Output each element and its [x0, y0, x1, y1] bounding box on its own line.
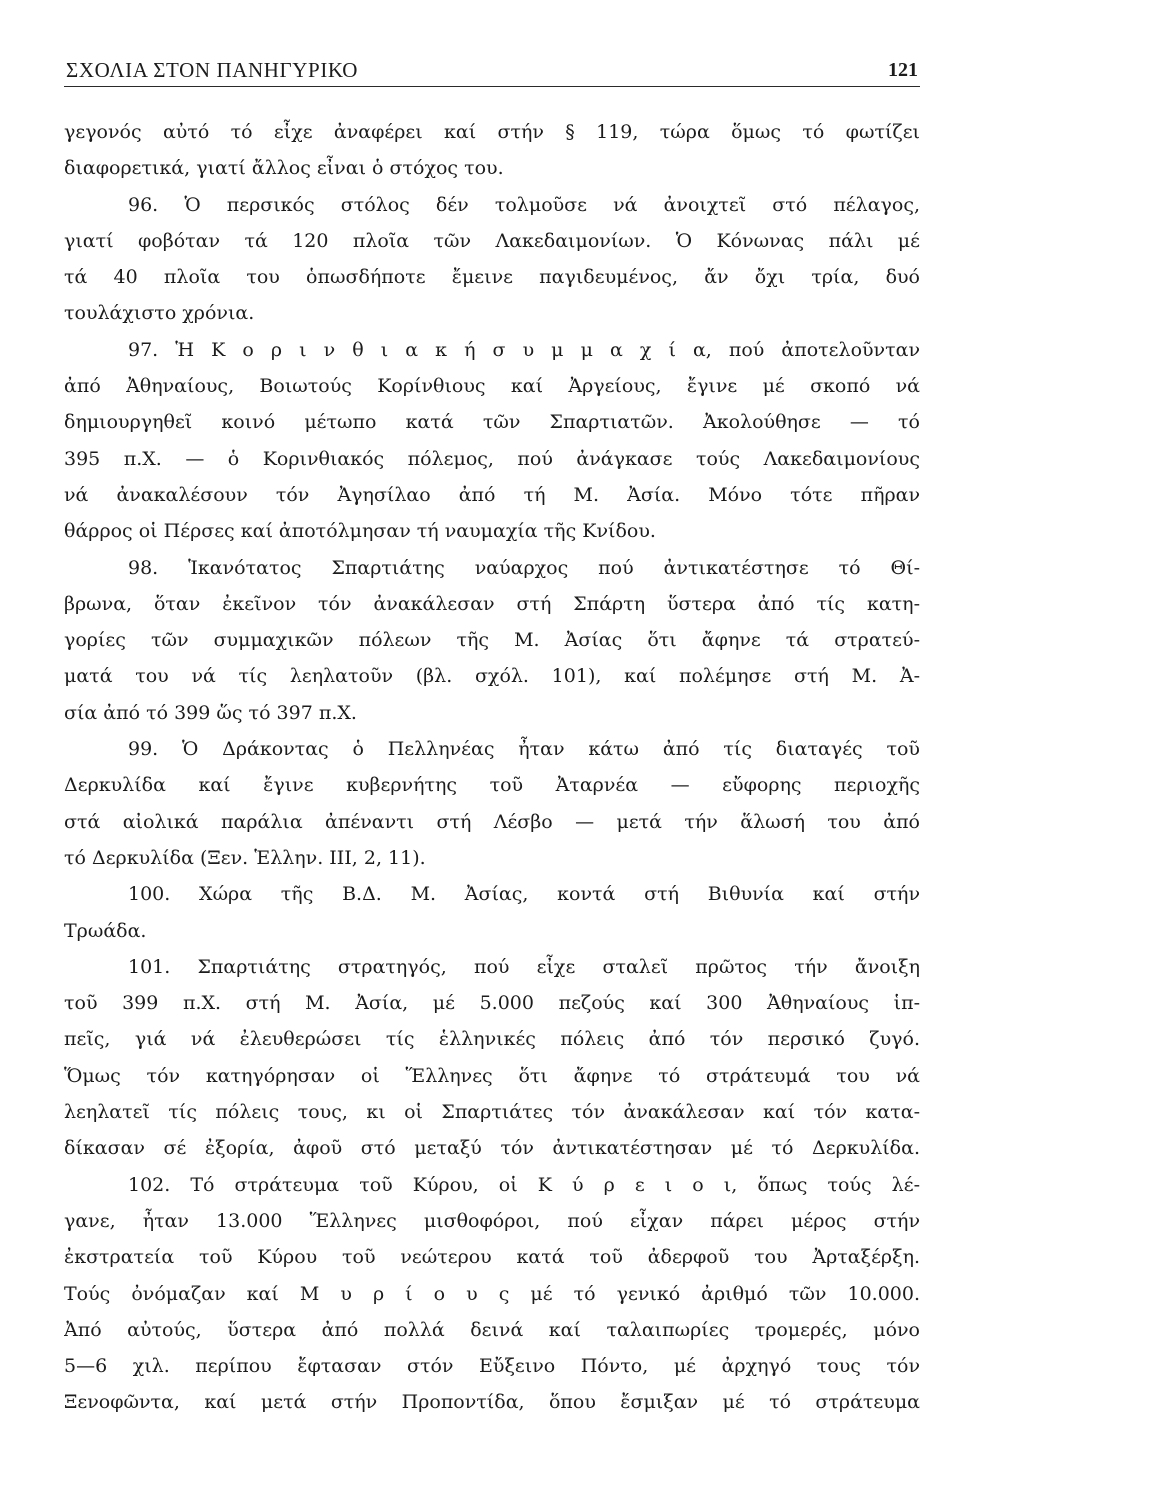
- text-line: Τρωάδα.: [64, 919, 147, 942]
- text-line: βρωνα, ὅταν ἐκεῖνον τόν ἀνακάλεσαν στή Σπάρτη ὕστερα ἀπό τίς κατη-: [64, 592, 920, 615]
- page-number: 121: [888, 59, 918, 81]
- text-line: στά αἰολικά παράλια ἀπέναντι στή Λέσβο — μετά τήν ἅλωσή του ἀπό: [64, 810, 920, 833]
- text-line: 102. Τό στράτευμα τοῦ Κύρου, οἱ Κ ύ ρ ε ι ο ι, ὅπως τούς λέ-: [128, 1173, 920, 1196]
- text-line: 96. Ὁ περσικός στόλος δέν τολμοῦσε νά ἀνοιχτεῖ στό πέλαγος,: [128, 193, 920, 216]
- text-line: γιατί φοβόταν τά 120 πλοῖα τῶν Λακεδαιμονίων. Ὁ Κόνωνας πάλι μέ: [64, 229, 920, 252]
- text-line: τοῦ 399 π.Χ. στή Μ. Ἀσία, μέ 5.000 πεζούς καί 300 Ἀθηναίους ἱπ-: [64, 992, 920, 1015]
- text-line: γεγονός αὐτό τό εἶχε ἀναφέρει καί στήν § 119, τώρα ὅμως τό φωτίζει: [64, 121, 920, 143]
- text-line: 99. Ὁ Δράκοντας ὁ Πελληνέας ἦταν κάτω ἀπό τίς διαταγές τοῦ: [128, 738, 920, 761]
- text-line: ἀπό Ἀθηναίους, Βοιωτούς Κορίνθιους καί Ἀργείους, ἔγινε μέ σκοπό νά: [64, 375, 920, 398]
- running-title: ΣΧΟΛΙΑ ΣΤΟΝ ΠΑΝΗΓΥΡΙΚΟ: [66, 58, 359, 82]
- text-line: Ἀπό αὐτούς, ὕστερα ἀπό πολλά δεινά καί ταλαιπωρίες τρομερές, μόνο: [64, 1318, 920, 1341]
- text-line: Δερκυλίδα καί ἔγινε κυβερνήτης τοῦ Ἀταρνέα — εὔφορης περιοχῆς: [64, 774, 920, 797]
- text-line: τουλάχιστο χρόνια.: [64, 302, 255, 325]
- text-line: Ξενοφῶντα, καί μετά στήν Προποντίδα, ὅπου ἔσμιξαν μέ τό στράτευμα: [64, 1391, 920, 1414]
- page-body: [64, 114, 920, 1421]
- text-line: 100. Χώρα τῆς Β.Δ. Μ. Ἀσίας, κοντά στή Βιθυνία καί στήν: [128, 883, 920, 906]
- text-line: ἐκστρατεία τοῦ Κύρου τοῦ νεώτερου κατά τοῦ ἀδερφοῦ του Ἀρταξέρξη.: [64, 1246, 920, 1269]
- text-line: τό Δερκυλίδα (Ξεν. Ἑλλην. ΙΙΙ, 2, 11).: [64, 846, 426, 869]
- text-line: δίκασαν σέ ἐξορία, ἀφοῦ στό μεταξύ τόν ἀντικατέστησαν μέ τό Δερκυλίδα.: [64, 1137, 920, 1160]
- text-line: 5—6 χιλ. περίπου ἔφτασαν στόν Εὔξεινο Πόντο, μέ ἀρχηγό τους τόν: [64, 1355, 920, 1378]
- text-line: δημιουργηθεῖ κοινό μέτωπο κατά τῶν Σπαρτιατῶν. Ἀκολούθησε — τό: [64, 411, 920, 434]
- text-line: 101. Σπαρτιάτης στρατηγός, πού εἶχε σταλεῖ πρῶτος τήν ἄνοιξη: [128, 955, 920, 978]
- book-page: [64, 56, 920, 1414]
- text-line: γορίες τῶν συμμαχικῶν πόλεων τῆς Μ. Ἀσίας ὅτι ἄφηνε τά στρατεύ-: [64, 629, 920, 652]
- text-line: σία ἀπό τό 399 ὥς τό 397 π.Χ.: [64, 701, 357, 724]
- text-line: Ὅμως τόν κατηγόρησαν οἱ Ἕλληνες ὅτι ἄφηνε τό στράτευμά του νά: [64, 1064, 920, 1087]
- text-line: 395 π.Χ. — ὁ Κορινθιακός πόλεμος, πού ἀνάγκασε τούς Λακεδαιμονίους: [64, 447, 920, 470]
- text-line: Τούς ὀνόμαζαν καί Μ υ ρ ί ο υ ς μέ τό γενικό ἀριθμό τῶν 10.000.: [64, 1282, 920, 1305]
- text-line: τά 40 πλοῖα του ὁπωσδήποτε ἔμεινε παγιδευμένος, ἄν ὄχι τρία, δυό: [64, 266, 920, 289]
- text-line: διαφορετικά, γιατί ἄλλος εἶναι ὁ στόχος του.: [64, 157, 504, 180]
- text-line: λεηλατεῖ τίς πόλεις τους, κι οἱ Σπαρτιάτες τόν ἀνακάλεσαν καί τόν κατα-: [64, 1101, 920, 1124]
- text-line: ματά του νά τίς λεηλατοῦν (βλ. σχόλ. 101), καί πολέμησε στή Μ. Ἀ-: [64, 665, 920, 688]
- text-line: νά ἀνακαλέσουν τόν Ἀγησίλαο ἀπό τή Μ. Ἀσία. Μόνο τότε πῆραν: [64, 483, 920, 506]
- text-line: 97. Ἡ Κ ο ρ ι ν θ ι α κ ή σ υ μ μ α χ ί α, πού ἀποτελοῦνταν: [128, 338, 920, 361]
- text-line: 98. Ἱκανότατος Σπαρτιάτης ναύαρχος πού ἀντικατέστησε τό Θί-: [128, 556, 920, 579]
- running-header: [64, 56, 920, 87]
- text-line: πεῖς, γιά νά ἐλευθερώσει τίς ἑλληνικές πόλεις ἀπό τόν περσικό ζυγό.: [64, 1028, 920, 1051]
- text-line: γανε, ἦταν 13.000 Ἕλληνες μισθοφόροι, πού εἶχαν πάρει μέρος στήν: [64, 1209, 920, 1232]
- text-line: θάρρος οἱ Πέρσες καί ἀποτόλμησαν τή ναυμαχία τῆς Κνίδου.: [64, 520, 656, 543]
